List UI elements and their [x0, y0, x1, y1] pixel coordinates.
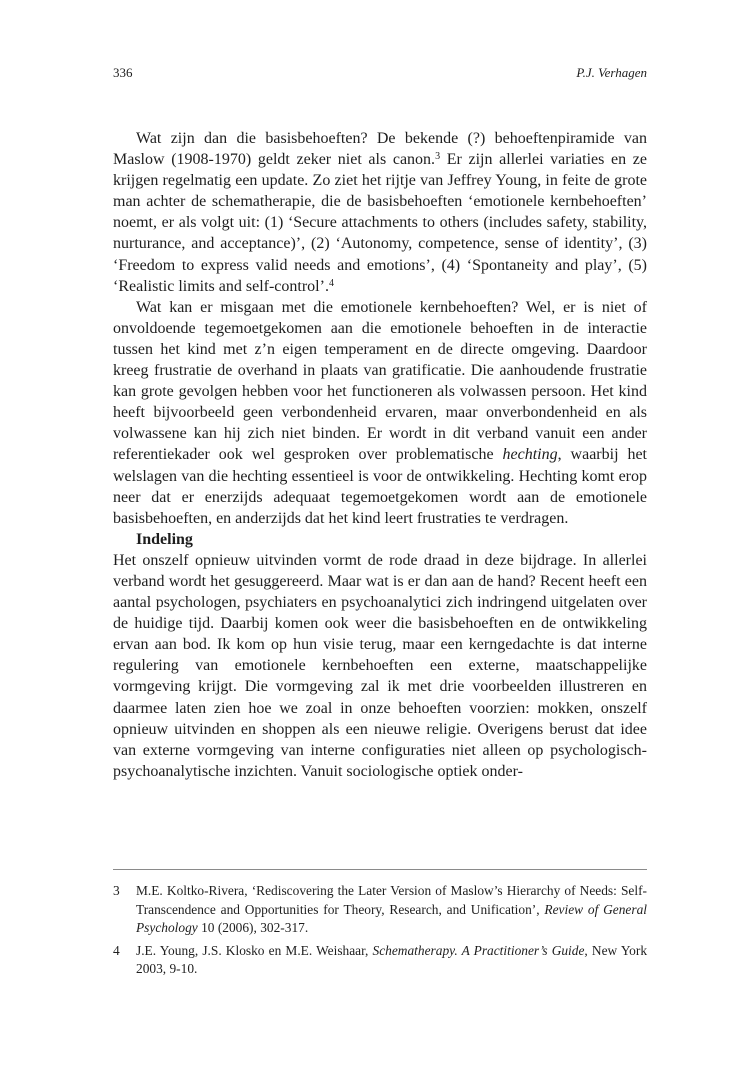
- footnote-citation-end: , New York 2003, 9-10.: [136, 942, 648, 977]
- emphasis-term: hechting: [502, 446, 558, 464]
- journal-title: Review of General Psychology: [136, 901, 647, 936]
- paragraph: [113, 297, 647, 529]
- footnote-ref-3[interactable]: 3: [435, 151, 441, 163]
- footnote-text: [136, 942, 647, 979]
- footnote-citation-end: 10 (2006), 302-317.: [197, 920, 309, 936]
- footnotes: [113, 882, 647, 983]
- footnote-text: [136, 882, 647, 938]
- paragraph-text: , waarbij het welslagen van die hechting essentieel is voor de ontwikkeling. Hechting komt erop neer dat er enerzijds adequaat tegemoetgekomen wordt aan de emotionele basisbehoeften, en anderzijds dat het kind leert frustraties te verdragen.: [113, 446, 647, 527]
- footnote-citation: M.E. Koltko-Rivera, ‘Rediscovering the Later Version of Maslow’s Hierarchy of Needs: Self-Transcendence and Opportunities for Theory, Research, and Unification’,: [136, 883, 647, 917]
- section-heading: Indeling: [136, 530, 193, 548]
- paragraph-text: Wat zijn dan die basisbehoeften? De bekende (?) behoeftenpiramide van Maslow (1908-1970) geldt zeker niet als canon.: [113, 130, 647, 169]
- footnote-number: 4: [113, 942, 120, 958]
- footnote-number: 3: [113, 883, 120, 898]
- body-text: [113, 128, 647, 782]
- footnote-ref-4[interactable]: 4: [328, 277, 334, 289]
- page-number: 336: [113, 65, 133, 80]
- section-paragraph: Het onszelf opnieuw uitvinden vormt de rode draad in deze bijdrage. In allerlei verband wordt het gesuggereerd. Maar wat is er dan aan de hand? Recent heeft een aantal psychologen, psychiaters en psychoanalytici zich indringend uitgelaten over de huidige tijd. Daarbij komen ook weer die basisbehoeften en de ontwikkeling ervan aan bod. Ik kom op hun visie terug, maar een kerngedachte is dat interne regulering van emotionele kernbehoeften een externe, maatschappelijke vormgeving krijgt. Die vormgeving zal ik met drie voorbeelden illustreren en daarmee laten zien hoe we zoal in onze behoeften voorzien: mokken, onszelf opnieuw uitvinden en shoppen als een nieuwe religie. Overigens berust dat idee van externe vormgeving van interne configuraties niet alleen op psychologisch-psychoanalytische inzichten. Vanuit sociologische optiek onder-: [113, 551, 647, 780]
- paragraph: [113, 128, 647, 297]
- footnote-separator: [113, 869, 647, 870]
- footnote-4: [113, 942, 647, 979]
- footnote-3: [113, 882, 647, 938]
- footnote-citation: J.E. Young, J.S. Klosko en M.E. Weishaar,: [136, 942, 373, 958]
- running-head: P.J. Verhagen: [576, 65, 647, 80]
- paragraph-text: Er zijn allerlei variaties en ze krijgen regelmatig een update. Zo ziet het rijtje van Jeffrey Young, in feite de grote man achter de schematherapie, die de basisbehoeften ‘emotionele kernbehoeften’ noemt, er als volgt uit: (1) ‘Secure attachments to others (includes safety, stability, nurturance, and acceptance)’, (2) ‘Autonomy, competence, sense of identity’, (3) ‘Freedom to express valid needs and emotions’, (4) ‘Spontaneity and play’, (5) ‘Realistic limits and self-control’.: [113, 151, 647, 295]
- book-title: Schematherapy. A Practitioner’s Guide: [372, 942, 585, 958]
- paragraph-text: Wat kan er misgaan met die emotionele kernbehoeften? Wel, er is niet of onvoldoende tegemoetgekomen aan die emotionele behoeften in de interactie tussen het kind met z’n eigen temperament en de directe omgeving. Daardoor kreeg frustratie de overhand in plaats van gratificatie. Die aanhoudende frustratie kan grote gevolgen hebben voor het functioneren als volwassen persoon. Het kind heeft bijvoorbeeld geen verbondenheid ervaren, maar onverbondenheid en als volwassene kan hij zich niet binden. Er wordt in dit verband vanuit een ander referentiekader ook wel gesproken over problematische: [113, 298, 647, 464]
